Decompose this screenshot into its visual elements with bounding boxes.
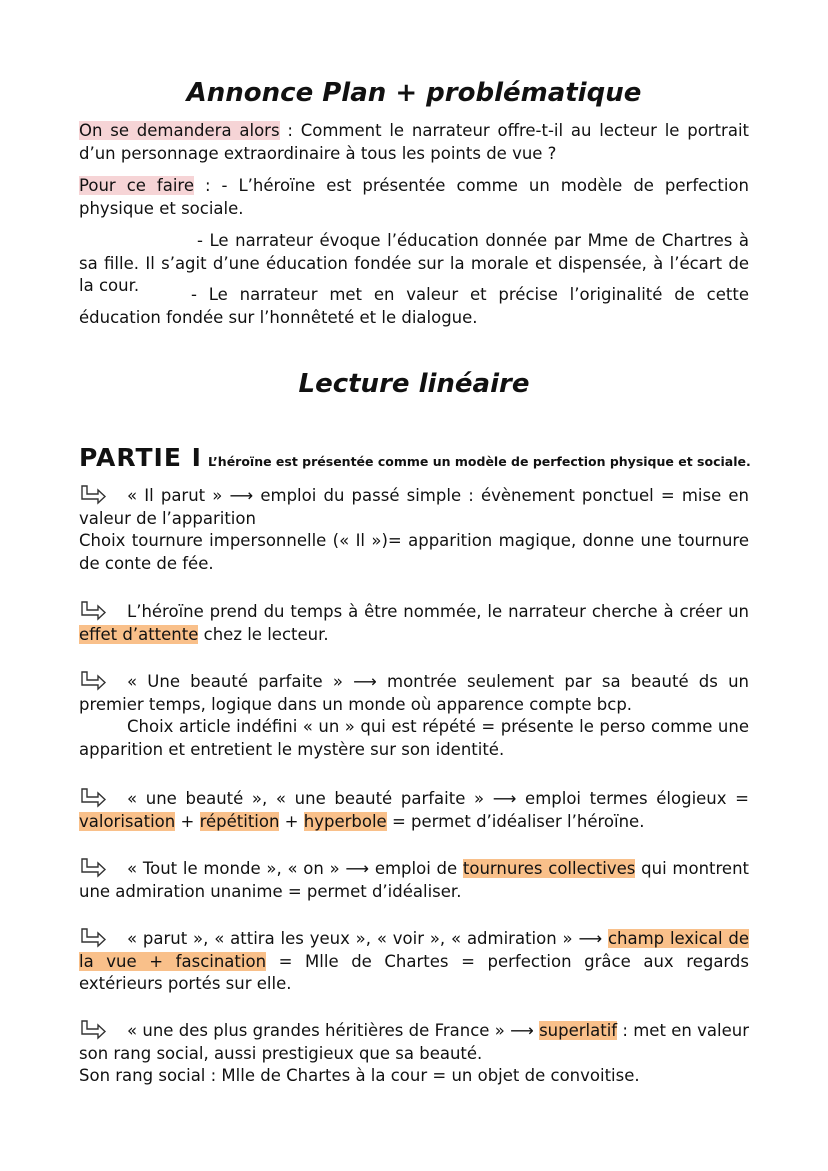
highlight-superlatif: superlatif bbox=[539, 1021, 618, 1040]
bullet-4-plus-1: + bbox=[175, 811, 200, 831]
highlight-valorisation: valorisation bbox=[79, 811, 176, 831]
partie-label: PARTIE I bbox=[79, 443, 202, 472]
plan-label: Pour ce faire bbox=[79, 176, 194, 195]
plan-item-3: - Le narrateur met en valeur et précise l’originalité de cette éducation fondée sur l’honnêteté et le dialogue. bbox=[79, 285, 749, 327]
bullet-7-end: : met en valeur son rang social, aussi prestigieux que sa beauté. bbox=[79, 1021, 749, 1063]
hook-arrow-icon bbox=[79, 484, 107, 506]
bullet-5-end: qui montrent une admiration unanime = permet d’idéaliser. bbox=[79, 859, 749, 901]
highlight-repetition: répétition bbox=[199, 811, 280, 831]
hook-arrow-icon bbox=[79, 857, 107, 879]
highlight-champ-lexical: champ lexical de la vue + fascination bbox=[79, 929, 749, 971]
bullet-7-text: « une des plus grandes héritières de France » ⟶ bbox=[127, 1021, 540, 1040]
hook-arrow-icon bbox=[79, 600, 107, 622]
bullet-7 bbox=[79, 1019, 749, 1065]
bullet-1-text: « Il parut » ⟶ emploi du passé simple : évènement ponctuel = mise en valeur de l’apparition bbox=[79, 486, 749, 528]
highlight-tournures-collectives: tournures collectives bbox=[462, 859, 636, 878]
bullet-4-end: = permet d’idéaliser l’héroïne. bbox=[386, 811, 645, 831]
plan-item-2: - Le narrateur évoque l’éducation donnée par Mme de Chartres à sa fille. Il s’agit d’une éducation fondée sur la morale et dispensée, à l’écart de la cour. bbox=[79, 231, 749, 295]
bullet-5-text: « Tout le monde », « on » ⟶ emploi de bbox=[127, 859, 463, 878]
plan-item-1-text: : - L’héroïne est présentée comme un modèle de perfection physique et sociale. bbox=[79, 176, 749, 218]
bullet-5 bbox=[79, 857, 749, 903]
plan-item-1 bbox=[79, 175, 749, 220]
bullet-3-note: Choix article indéfini « un » qui est répété = présente le perso comme une apparition et entretient le mystère sur son identité. bbox=[79, 717, 749, 759]
lecture-title: Lecture linéaire bbox=[298, 369, 530, 399]
bullet-4-plus-2: + bbox=[279, 811, 304, 831]
problematique-label: On se demandera alors bbox=[79, 121, 280, 140]
bullet-7-note: Son rang social : Mlle de Chartes à la cour = un objet de convoitise. bbox=[79, 1066, 640, 1085]
hook-arrow-icon bbox=[79, 1019, 107, 1041]
highlight-effet-attente: effet d’attente bbox=[79, 624, 199, 644]
bullet-1-note: Choix tournure impersonnelle (« Il »)= apparition magique, donne une tournure de conte de fée. bbox=[79, 531, 749, 573]
bullet-1 bbox=[79, 484, 749, 530]
partie-heading bbox=[79, 443, 749, 472]
bullet-2-end: chez le lecteur. bbox=[198, 624, 329, 644]
highlight-hyperbole: hyperbole bbox=[303, 811, 387, 831]
hook-arrow-icon bbox=[79, 787, 107, 809]
bullet-3-text: « Une beauté parfaite » ⟶ montrée seulement par sa beauté ds un premier temps, logique dans un monde où apparence compte bcp. bbox=[79, 672, 749, 714]
bullet-6 bbox=[79, 927, 749, 996]
problematique-text: : Comment le narrateur offre-t-il au lecteur le portrait d’un personnage extraordinaire à tous les points de vue ? bbox=[79, 121, 749, 163]
bullet-4-text: « une beauté », « une beauté parfaite » ⟶ emploi termes élogieux = bbox=[127, 789, 749, 808]
bullet-6-end: = Mlle de Chartes = perfection grâce aux regards extérieurs portés sur elle. bbox=[79, 951, 749, 993]
bullet-6-text: « parut », « attira les yeux », « voir », « admiration » ⟶ bbox=[127, 929, 608, 948]
bullet-3 bbox=[79, 670, 749, 716]
bullet-4 bbox=[79, 787, 749, 833]
hook-arrow-icon bbox=[79, 670, 107, 692]
bullet-2-text: L’héroïne prend du temps à être nommée, le narrateur cherche à créer un bbox=[127, 602, 749, 621]
plan-title: Annonce Plan + problématique bbox=[186, 78, 642, 108]
bullet-2 bbox=[79, 600, 749, 646]
partie-subtitle: L’héroïne est présentée comme un modèle de perfection physique et sociale. bbox=[207, 454, 751, 469]
problematique-paragraph bbox=[79, 120, 749, 165]
hook-arrow-icon bbox=[79, 927, 107, 949]
